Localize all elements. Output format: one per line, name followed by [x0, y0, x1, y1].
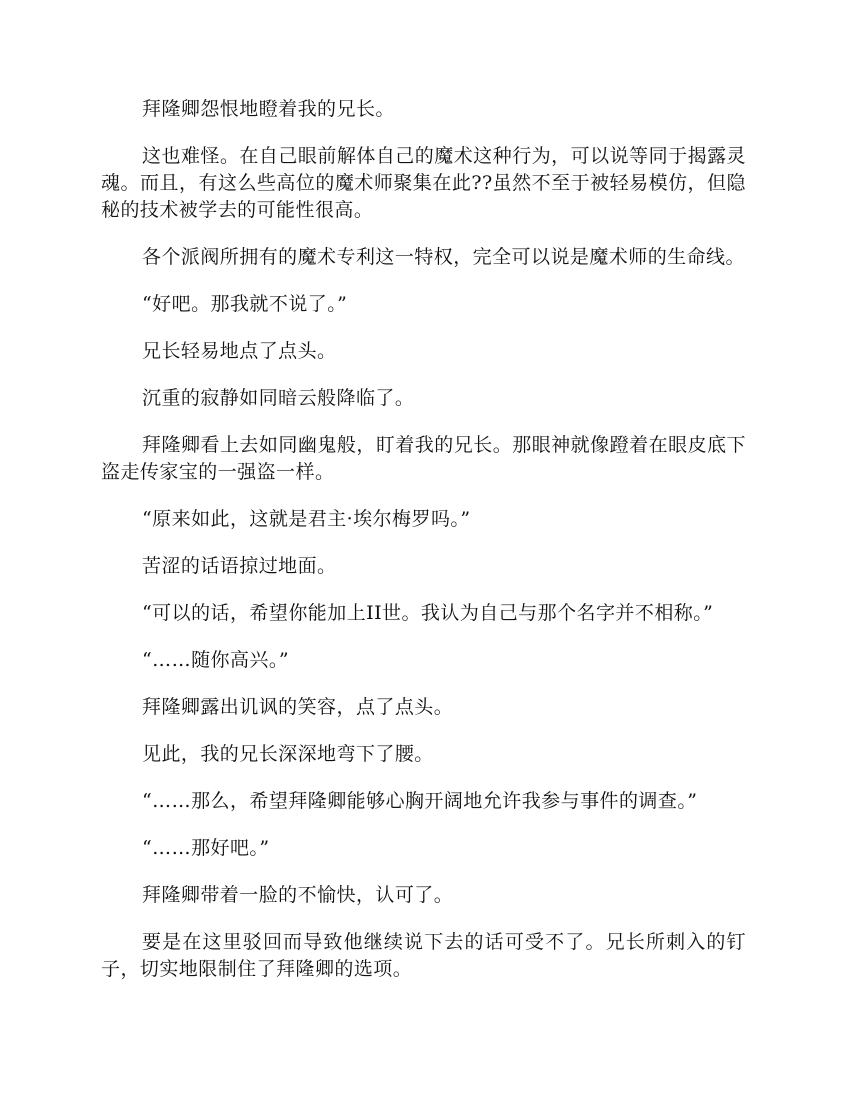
paragraph: 见此，我的兄长深深地弯下了腰。: [142, 743, 434, 765]
paragraph: 拜隆卿怨恨地瞪着我的兄长。: [142, 98, 395, 120]
paragraph: 沉重的寂静如同暗云般降临了。: [142, 387, 415, 409]
paragraph: “……随你高兴。”: [142, 649, 289, 671]
paragraph: 要是在这里驳回而导致他继续说下去的话可受不了。兄长所刺入的钉子，切实地限制住了拜隆卿的选项。: [101, 931, 746, 980]
paragraph: “……那好吧。”: [142, 837, 270, 859]
paragraph: 拜隆卿看上去如同幽鬼般，盯着我的兄长。那眼神就像蹬着在眼皮底下盗走传家宝的一强盗一样。: [101, 434, 746, 483]
paragraph: “好吧。那我就不说了。”: [142, 293, 348, 315]
paragraph: 这也难怪。在自己眼前解体自己的魔术这种行为，可以说等同于揭露灵魂。而且，有这么些高位的魔术师聚集在此??虽然不至于被轻易模仿，但隐秘的技术被学去的可能性很高。: [101, 145, 746, 221]
paragraph: 拜隆卿带着一脸的不愉快，认可了。: [142, 884, 454, 906]
document-page: [101, 96, 746, 1003]
paragraph: “原来如此，这就是君主·埃尔梅罗吗。”: [142, 508, 471, 530]
paragraph: “可以的话，希望你能加上II世。我认为自己与那个名字并不相称。”: [142, 602, 714, 624]
paragraph: “……那么，希望拜隆卿能够心胸开阔地允许我参与事件的调查。”: [142, 790, 698, 812]
paragraph: 苦涩的话语掠过地面。: [142, 555, 337, 577]
paragraph: 兄长轻易地点了点头。: [142, 340, 337, 362]
paragraph: 各个派阀所拥有的魔术专利这一特权，完全可以说是魔术师的生命线。: [142, 246, 745, 268]
paragraph: 拜隆卿露出讥讽的笑容，点了点头。: [142, 696, 454, 718]
